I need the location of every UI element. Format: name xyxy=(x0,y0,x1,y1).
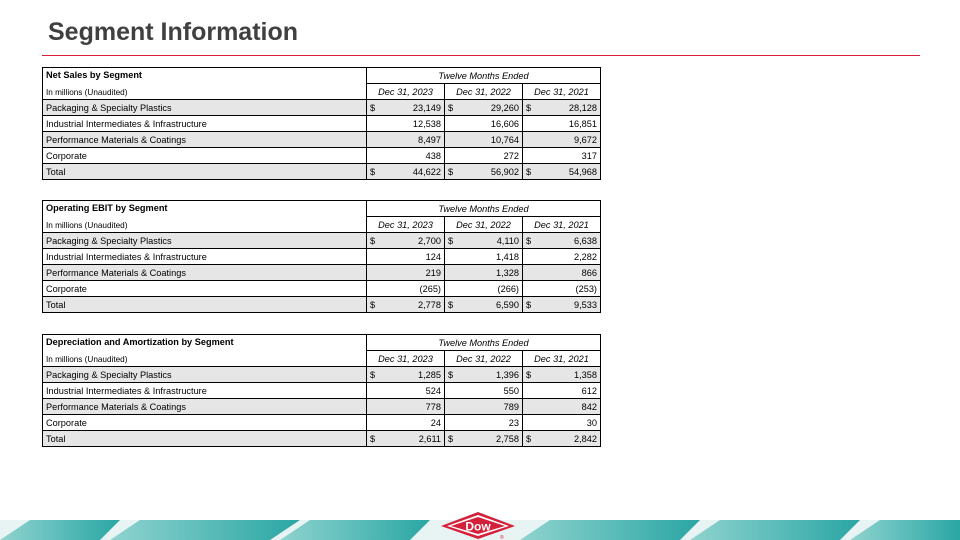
value-cell xyxy=(445,367,523,383)
value-cell xyxy=(367,100,445,116)
value-cell xyxy=(523,383,601,399)
net-sales-table xyxy=(42,67,601,180)
currency-symbol: $ xyxy=(526,235,532,246)
value-text: 2,700 xyxy=(418,235,441,246)
value-cell xyxy=(367,383,445,399)
title-divider xyxy=(42,55,920,56)
value-text: (253) xyxy=(575,283,597,294)
currency-symbol: $ xyxy=(526,299,532,310)
value-text: 612 xyxy=(581,385,597,396)
period-header: Dec 31, 2023 xyxy=(367,217,445,233)
segment-label: Corporate xyxy=(43,281,367,297)
value-text: 866 xyxy=(581,267,597,278)
value-cell xyxy=(445,281,523,297)
period-header: Dec 31, 2022 xyxy=(445,217,523,233)
units-label: In millions (Unaudited) xyxy=(46,88,128,97)
value-cell xyxy=(523,415,601,431)
currency-symbol: $ xyxy=(448,166,454,177)
segment-label: Performance Materials & Coatings xyxy=(43,399,367,415)
value-cell xyxy=(523,265,601,281)
segment-label: Corporate xyxy=(43,148,367,164)
value-cell xyxy=(523,399,601,415)
value-cell xyxy=(523,281,601,297)
value-text: 524 xyxy=(425,385,441,396)
value-cell xyxy=(523,249,601,265)
value-cell xyxy=(367,399,445,415)
table-row xyxy=(43,100,601,116)
value-text: 550 xyxy=(503,385,519,396)
value-cell xyxy=(367,233,445,249)
value-cell xyxy=(445,297,523,313)
value-cell xyxy=(445,249,523,265)
value-cell xyxy=(523,100,601,116)
table-row xyxy=(43,415,601,431)
segment-label: Total xyxy=(43,297,367,313)
period-header: Dec 31, 2022 xyxy=(445,351,523,367)
currency-symbol: $ xyxy=(370,235,376,246)
value-cell xyxy=(445,100,523,116)
value-cell xyxy=(367,148,445,164)
value-cell xyxy=(367,415,445,431)
value-cell xyxy=(367,116,445,132)
segment-label: Performance Materials & Coatings xyxy=(43,265,367,281)
value-text: 2,282 xyxy=(574,251,597,262)
value-text: 29,260 xyxy=(490,102,519,113)
value-text: 789 xyxy=(503,401,519,412)
logo-registered-mark: ® xyxy=(500,535,504,540)
value-cell xyxy=(445,399,523,415)
segment-label: Corporate xyxy=(43,415,367,431)
value-cell xyxy=(523,431,601,447)
value-text: 28,128 xyxy=(568,102,597,113)
table-row xyxy=(43,132,601,148)
currency-symbol: $ xyxy=(370,102,376,113)
value-text: 1,328 xyxy=(496,267,519,278)
value-text: 9,533 xyxy=(574,299,597,310)
value-text: 6,638 xyxy=(574,235,597,246)
segment-label: Packaging & Specialty Plastics xyxy=(43,100,367,116)
value-text: 23,149 xyxy=(412,102,441,113)
currency-symbol: $ xyxy=(370,369,376,380)
period-header: Dec 31, 2021 xyxy=(523,351,601,367)
value-text: 23 xyxy=(508,417,519,428)
dow-diamond-icon xyxy=(439,511,517,540)
currency-symbol: $ xyxy=(526,102,532,113)
page-title: Segment Information xyxy=(48,18,299,46)
currency-symbol: $ xyxy=(448,299,454,310)
value-cell xyxy=(445,383,523,399)
segment-label: Packaging & Specialty Plastics xyxy=(43,233,367,249)
currency-symbol: $ xyxy=(448,433,454,444)
value-text: 54,968 xyxy=(568,166,597,177)
currency-symbol: $ xyxy=(526,369,532,380)
value-text: (266) xyxy=(497,283,519,294)
value-text: (265) xyxy=(419,283,441,294)
table-row xyxy=(43,233,601,249)
value-cell xyxy=(445,233,523,249)
table-title: Operating EBIT by Segment xyxy=(46,203,168,213)
value-text: 12,538 xyxy=(412,118,441,129)
currency-symbol: $ xyxy=(370,433,376,444)
value-cell xyxy=(445,148,523,164)
value-text: 2,611 xyxy=(418,433,441,444)
value-cell xyxy=(523,367,601,383)
operating-ebit-table xyxy=(42,200,601,313)
value-cell xyxy=(367,281,445,297)
segment-label: Performance Materials & Coatings xyxy=(43,132,367,148)
currency-symbol: $ xyxy=(526,166,532,177)
value-text: 16,851 xyxy=(568,118,597,129)
segment-label: Industrial Intermediates & Infrastructure xyxy=(43,249,367,265)
table-row xyxy=(43,265,601,281)
segment-label: Total xyxy=(43,164,367,180)
value-text: 8,497 xyxy=(418,134,441,145)
table-row xyxy=(43,249,601,265)
table-title: Net Sales by Segment xyxy=(46,70,142,80)
value-text: 317 xyxy=(581,150,597,161)
value-cell xyxy=(523,164,601,180)
period-header: Dec 31, 2021 xyxy=(523,84,601,100)
value-text: 44,622 xyxy=(412,166,441,177)
value-text: 56,902 xyxy=(490,166,519,177)
table-title: Depreciation and Amortization by Segment xyxy=(46,337,234,347)
value-text: 1,396 xyxy=(496,369,519,380)
value-cell xyxy=(367,431,445,447)
table-row xyxy=(43,297,601,313)
segment-label: Industrial Intermediates & Infrastructure xyxy=(43,383,367,399)
period-group-header: Twelve Months Ended xyxy=(367,68,601,84)
value-cell xyxy=(367,265,445,281)
units-label: In millions (Unaudited) xyxy=(46,355,128,364)
value-text: 2,778 xyxy=(418,299,441,310)
period-group-header: Twelve Months Ended xyxy=(367,335,601,351)
value-text: 124 xyxy=(425,251,441,262)
depreciation-amortization-table xyxy=(42,334,601,447)
value-cell xyxy=(523,233,601,249)
value-cell xyxy=(367,367,445,383)
value-cell xyxy=(367,297,445,313)
value-cell xyxy=(445,431,523,447)
currency-symbol: $ xyxy=(526,433,532,444)
segment-label: Packaging & Specialty Plastics xyxy=(43,367,367,383)
table-row xyxy=(43,367,601,383)
currency-symbol: $ xyxy=(448,235,454,246)
segment-label: Total xyxy=(43,431,367,447)
value-text: 272 xyxy=(503,150,519,161)
value-text: 778 xyxy=(425,401,441,412)
currency-symbol: $ xyxy=(448,102,454,113)
value-cell xyxy=(445,132,523,148)
logo-text: Dow xyxy=(465,519,491,534)
segment-label: Industrial Intermediates & Infrastructure xyxy=(43,116,367,132)
value-cell xyxy=(367,164,445,180)
value-text: 16,606 xyxy=(490,118,519,129)
period-header: Dec 31, 2021 xyxy=(523,217,601,233)
period-header: Dec 31, 2022 xyxy=(445,84,523,100)
value-cell xyxy=(445,415,523,431)
table-row xyxy=(43,116,601,132)
value-cell xyxy=(523,148,601,164)
value-cell xyxy=(523,116,601,132)
value-cell xyxy=(445,265,523,281)
value-text: 1,358 xyxy=(574,369,597,380)
value-text: 1,285 xyxy=(418,369,441,380)
table-row xyxy=(43,164,601,180)
value-text: 4,110 xyxy=(496,235,519,246)
value-text: 24 xyxy=(430,417,441,428)
value-text: 10,764 xyxy=(490,134,519,145)
currency-symbol: $ xyxy=(448,369,454,380)
units-label: In millions (Unaudited) xyxy=(46,221,128,230)
value-text: 2,842 xyxy=(574,433,597,444)
value-cell xyxy=(523,132,601,148)
value-text: 9,672 xyxy=(574,134,597,145)
period-group-header: Twelve Months Ended xyxy=(367,201,601,217)
value-cell xyxy=(445,116,523,132)
value-text: 438 xyxy=(425,150,441,161)
value-cell xyxy=(367,249,445,265)
value-text: 219 xyxy=(425,267,441,278)
period-header: Dec 31, 2023 xyxy=(367,351,445,367)
table-row xyxy=(43,281,601,297)
currency-symbol: $ xyxy=(370,299,376,310)
value-text: 2,758 xyxy=(496,433,519,444)
value-text: 842 xyxy=(581,401,597,412)
value-cell xyxy=(523,297,601,313)
table-row xyxy=(43,399,601,415)
currency-symbol: $ xyxy=(370,166,376,177)
value-cell xyxy=(367,132,445,148)
table-row xyxy=(43,148,601,164)
value-text: 30 xyxy=(586,417,597,428)
value-text: 6,590 xyxy=(496,299,519,310)
table-row xyxy=(43,431,601,447)
period-header: Dec 31, 2023 xyxy=(367,84,445,100)
dow-logo xyxy=(439,511,517,540)
value-text: 1,418 xyxy=(496,251,519,262)
value-cell xyxy=(445,164,523,180)
table-row xyxy=(43,383,601,399)
